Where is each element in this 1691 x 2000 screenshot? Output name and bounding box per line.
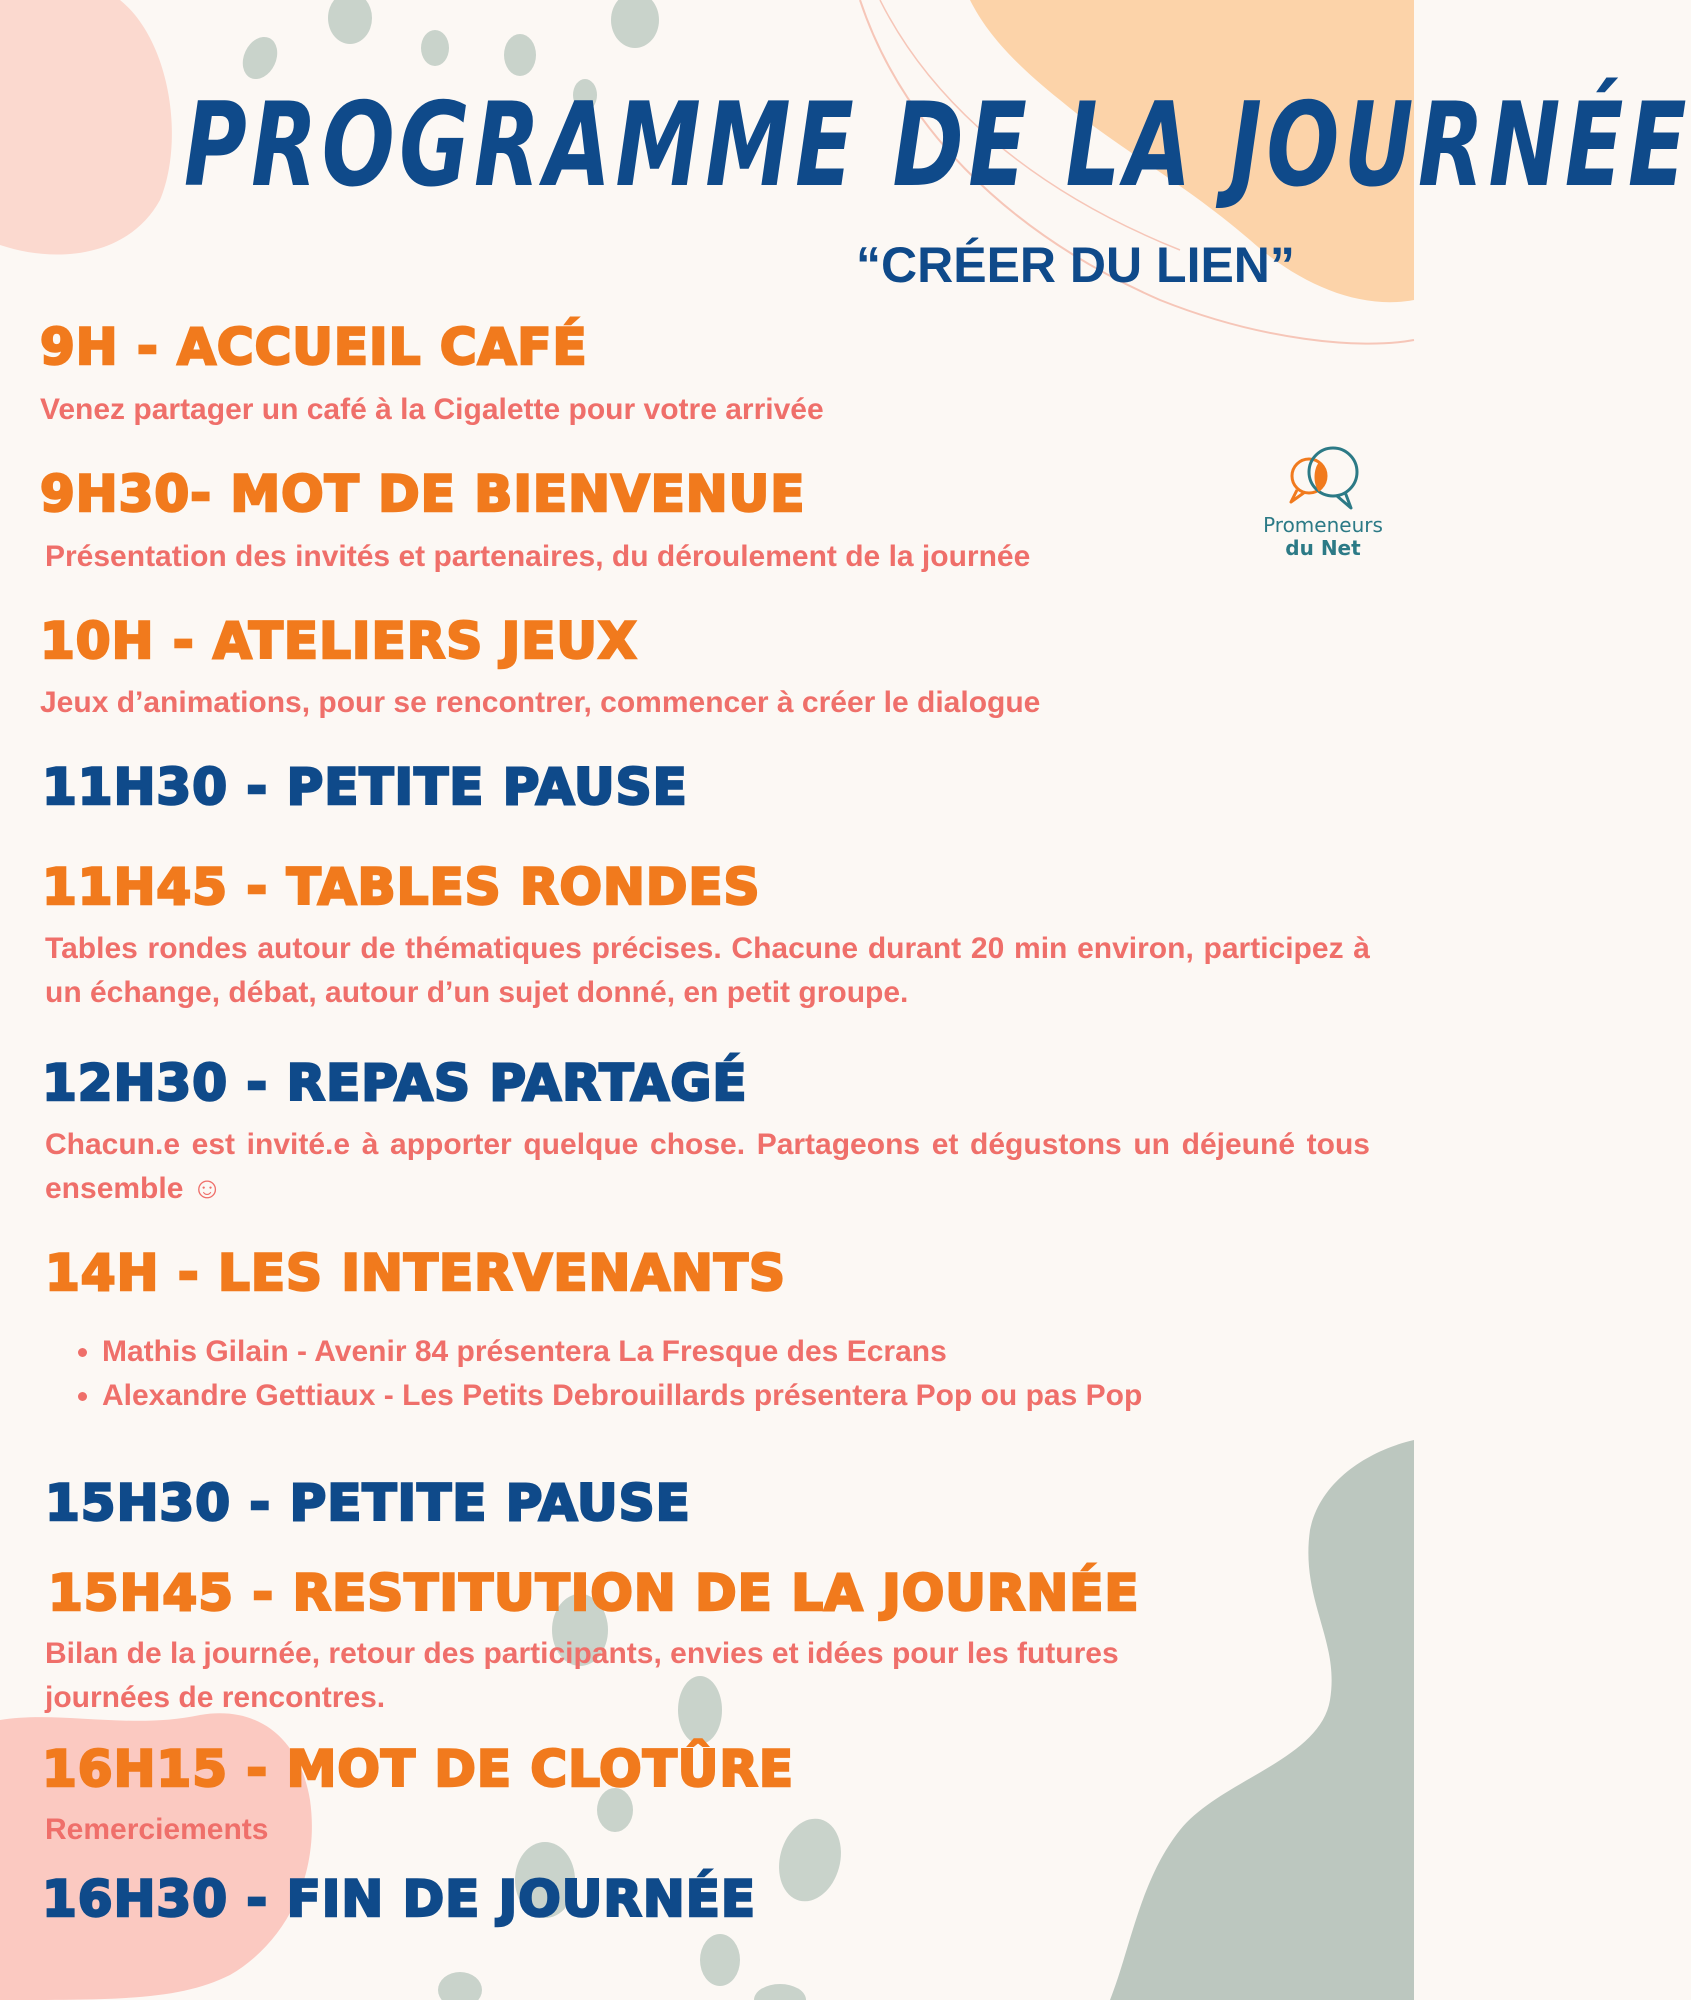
section-description-tables-rondes: Tables rondes autour de thématiques précises. Chacune durant 20 min environ, participez à un échange, débat, autour d’un sujet donné, en petit groupe. (45, 932, 1370, 1009)
speech-bubbles-icon (1275, 440, 1371, 514)
section-title-cloture: 16H15 - MOT DE CLOTÛRE (42, 1740, 795, 1798)
section-description-repas: Chacun.e est invité.e à apporter quelque chose. Partageons et dégustons un déjeuné tous ensemble ☺ (45, 1128, 1370, 1205)
section-title-intervenants: 14H - LES INTERVENANTS (45, 1244, 786, 1302)
section-title-restitution: 15H45 - RESTITUTION DE LA JOURNÉE (48, 1564, 1140, 1622)
section-title-pause-1: 11H30 - PETITE PAUSE (42, 758, 688, 816)
section-title-tables-rondes: 11H45 - TABLES RONDES (42, 858, 761, 916)
list-item: • Alexandre Gettiaux - Les Petits Debrouillards présentera Pop ou pas Pop (102, 1374, 1142, 1418)
logo-text-du-net: du Net (1285, 536, 1361, 560)
page-subtitle: “CRÉER DU LIEN” (856, 237, 1295, 293)
section-title-bienvenue: 9H30- MOT DE BIENVENUE (40, 465, 806, 523)
section-description-ateliers: Jeux d’animations, pour se rencontrer, commencer à créer le dialogue (40, 686, 1041, 719)
section-description-bienvenue: Présentation des invités et partenaires, du déroulement de la journée (45, 540, 1031, 573)
section-title-accueil: 9H - ACCUEIL CAFÉ (40, 318, 588, 376)
section-description-accueil: Venez partager un café à la Cigalette pour votre arrivée (40, 393, 824, 426)
section-title-ateliers: 10H - ATELIERS JEUX (40, 612, 638, 670)
logo-text-promeneurs: Promeneurs (1263, 513, 1383, 537)
intervenants-list (60, 1330, 1142, 1418)
promeneurs-du-net-logo (1248, 440, 1398, 560)
page-title: PROGRAMME DE LA JOURNÉE (183, 78, 1691, 213)
section-description-restitution: Bilan de la journée, retour des participants, envies et idées pour les futures journées de rencontres. (45, 1637, 1119, 1714)
section-title-repas: 12H30 - REPAS PARTAGÉ (42, 1054, 748, 1112)
section-title-fin: 16H30 - FIN DE JOURNÉE (42, 1870, 757, 1928)
section-title-pause-2: 15H30 - PETITE PAUSE (45, 1474, 691, 1532)
section-description-cloture: Remerciements (45, 1813, 269, 1846)
list-item: • Mathis Gilain - Avenir 84 présentera La Fresque des Ecrans (102, 1330, 1142, 1374)
